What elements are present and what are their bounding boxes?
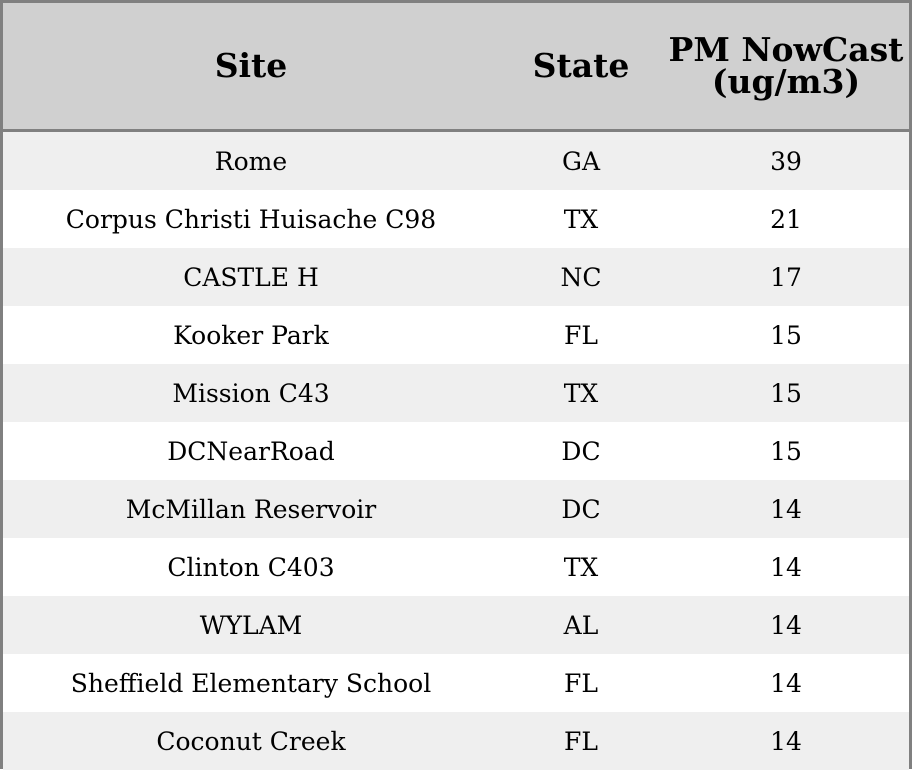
table-row <box>3 190 909 248</box>
cell-site: CASTLE H <box>183 262 319 292</box>
table-row <box>3 654 909 712</box>
cell-state: FL <box>564 668 598 698</box>
table-row <box>3 132 909 190</box>
table-row <box>3 712 909 770</box>
cell-state: DC <box>561 436 601 466</box>
cell-pm-nowcast: 15 <box>770 436 802 466</box>
cell-pm-nowcast: 17 <box>770 262 802 292</box>
cell-pm-nowcast: 14 <box>770 494 802 524</box>
cell-state: FL <box>564 320 598 350</box>
cell-site: McMillan Reservoir <box>125 494 377 524</box>
cell-state: FL <box>564 726 598 756</box>
cell-state: TX <box>563 204 599 234</box>
column-header-site: Site <box>214 46 288 85</box>
cell-state: TX <box>563 552 599 582</box>
cell-site: DCNearRoad <box>167 436 335 466</box>
cell-site: WYLAM <box>199 610 303 640</box>
cell-state: TX <box>563 378 599 408</box>
cell-site: Coconut Creek <box>156 726 346 756</box>
table-row <box>3 538 909 596</box>
cell-site: Corpus Christi Huisache C98 <box>65 204 437 234</box>
table-body <box>3 132 909 770</box>
cell-site: Rome <box>214 146 288 176</box>
table-row <box>3 422 909 480</box>
cell-pm-nowcast: 14 <box>770 668 802 698</box>
cell-site: Mission C43 <box>172 378 330 408</box>
cell-pm-nowcast: 14 <box>770 610 802 640</box>
cell-pm-nowcast: 21 <box>770 204 802 234</box>
table-row <box>3 364 909 422</box>
cell-pm-nowcast: 14 <box>770 726 802 756</box>
column-header-pm-nowcast: PM NowCast (ug/m3) <box>668 30 904 101</box>
cell-site: Clinton C403 <box>167 552 335 582</box>
cell-state: AL <box>563 610 599 640</box>
cell-state: GA <box>561 146 601 176</box>
cell-site: Sheffield Elementary School <box>70 668 432 698</box>
cell-site: Kooker Park <box>173 320 329 350</box>
cell-pm-nowcast: 15 <box>770 320 802 350</box>
cell-pm-nowcast: 15 <box>770 378 802 408</box>
table-row <box>3 306 909 364</box>
table-header-row <box>3 3 909 132</box>
cell-state: NC <box>560 262 602 292</box>
table-row <box>3 248 909 306</box>
cell-state: DC <box>561 494 601 524</box>
column-header-state: State <box>532 46 630 85</box>
table-row <box>3 480 909 538</box>
table-row <box>3 596 909 654</box>
cell-pm-nowcast: 14 <box>770 552 802 582</box>
cell-pm-nowcast: 39 <box>770 146 802 176</box>
